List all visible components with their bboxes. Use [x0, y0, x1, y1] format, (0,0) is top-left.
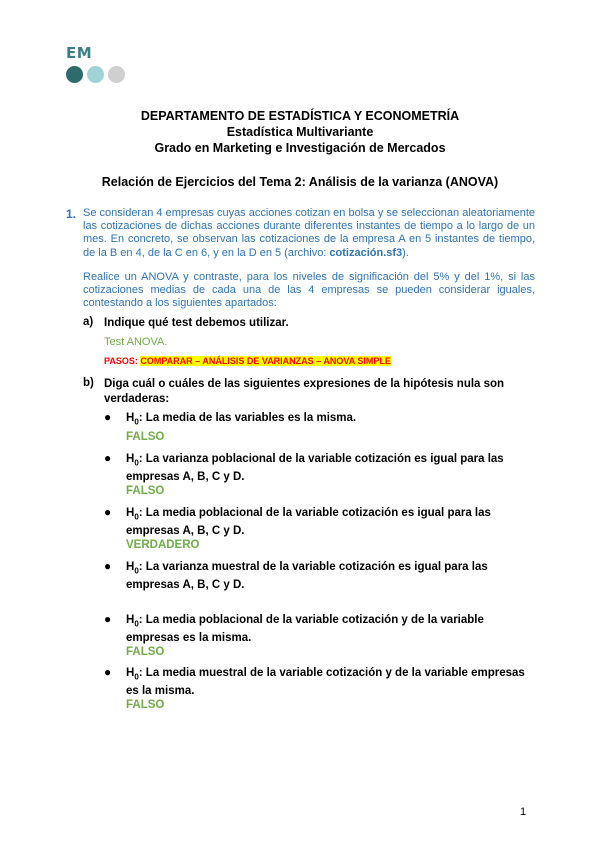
- page-number: 1: [520, 806, 527, 818]
- data-file-name: cotización.sf3: [329, 246, 403, 259]
- bullet: ●: [104, 612, 112, 626]
- steps-highlight: COMPARAR – ANÁLISIS DE VARIANZAS – ANOVA SIMPLE: [140, 356, 391, 366]
- question-statement: [83, 207, 535, 321]
- part-a-text: Indique qué test debemos utilizar.: [104, 317, 289, 329]
- hypothesis-statement: $H_0$: La media poblacional de la variable cotización y de la variable empresas es la misma.: [126, 614, 484, 645]
- exercise-set-title: Relación de Ejercicios del Tema 2: Análisis de la varianza (ANOVA): [101, 175, 499, 189]
- logo-text: EM: [66, 44, 93, 62]
- department-title: DEPARTAMENTO DE ESTADÍSTICA Y ECONOMETRÍA: [140, 109, 460, 123]
- hypothesis-statement: $H_0$: La media de las variables es la misma.: [126, 412, 357, 427]
- course-title: Estadística Multivariante: [226, 125, 374, 139]
- part-a-label: a): [83, 316, 94, 328]
- hypothesis-answer: VERDADERO: [126, 539, 200, 551]
- hypothesis-statement: $H_0$: La media poblacional de la variable cotización es igual para las empresas A, B, C y D.: [126, 507, 491, 538]
- question-paragraph-1: Se consideran 4 empresas cuyas acciones cotizan en bolsa y se seleccionan aleatoriamente las cotizaciones de dichas acciones durante diferentes instantes de tiempo a lo largo de un mes. En concreto, se observan las cotizaciones de la empresa A en 5 instantes de tiempo, de la B en 4, de la C en 6, y en la D en 5 (archivo: cotización.sf3).: [83, 207, 535, 259]
- hypothesis-statement: $H_0$: La varianza muestral de la variable cotización es igual para las empresas A, B, C y D.: [126, 561, 488, 592]
- hypothesis-answer: FALSO: [126, 485, 165, 497]
- hypothesis-statement: $H_0$: La varianza poblacional de la variable cotización es igual para las empresas A, B, C y D.: [126, 453, 504, 484]
- bullet: ●: [104, 451, 112, 465]
- document-header: [0, 108, 600, 156]
- bullet: ●: [104, 559, 112, 573]
- part-b-text: Diga cuál o cuáles de las siguientes expresiones de la hipótesis nula son verdaderas:: [104, 378, 505, 405]
- bullet: ●: [104, 410, 112, 424]
- part-a-answer: Test ANOVA.: [104, 336, 168, 348]
- hypothesis-answer: FALSO: [126, 646, 165, 658]
- bullet: ●: [104, 505, 112, 519]
- hypothesis-statement: $H_0$: La media muestral de la variable cotización y de la variable empresas es la misma.: [126, 667, 525, 698]
- logo-dots: [66, 66, 125, 83]
- question-number: 1.: [66, 207, 77, 221]
- question-paragraph-2: Realice un ANOVA y contraste, para los niveles de significación del 5% y del 1%, si las cotizaciones medias de cada una de las 4 empresas se pueden considerar iguales, contestando a los siguientes apartados:: [83, 270, 535, 310]
- logo-dot-gray: [108, 66, 125, 83]
- hypothesis-answer: FALSO: [126, 431, 165, 443]
- steps-label: PASOS:: [104, 356, 141, 366]
- logo: [66, 44, 125, 83]
- logo-dot-light: [87, 66, 104, 83]
- hypothesis-answer: FALSO: [126, 699, 165, 711]
- bullet: ●: [104, 665, 112, 679]
- logo-dot-dark: [66, 66, 83, 83]
- degree-title: Grado en Marketing e Investigación de Mercados: [154, 141, 446, 155]
- part-b-label: b): [83, 377, 94, 389]
- steps-note: [104, 356, 391, 366]
